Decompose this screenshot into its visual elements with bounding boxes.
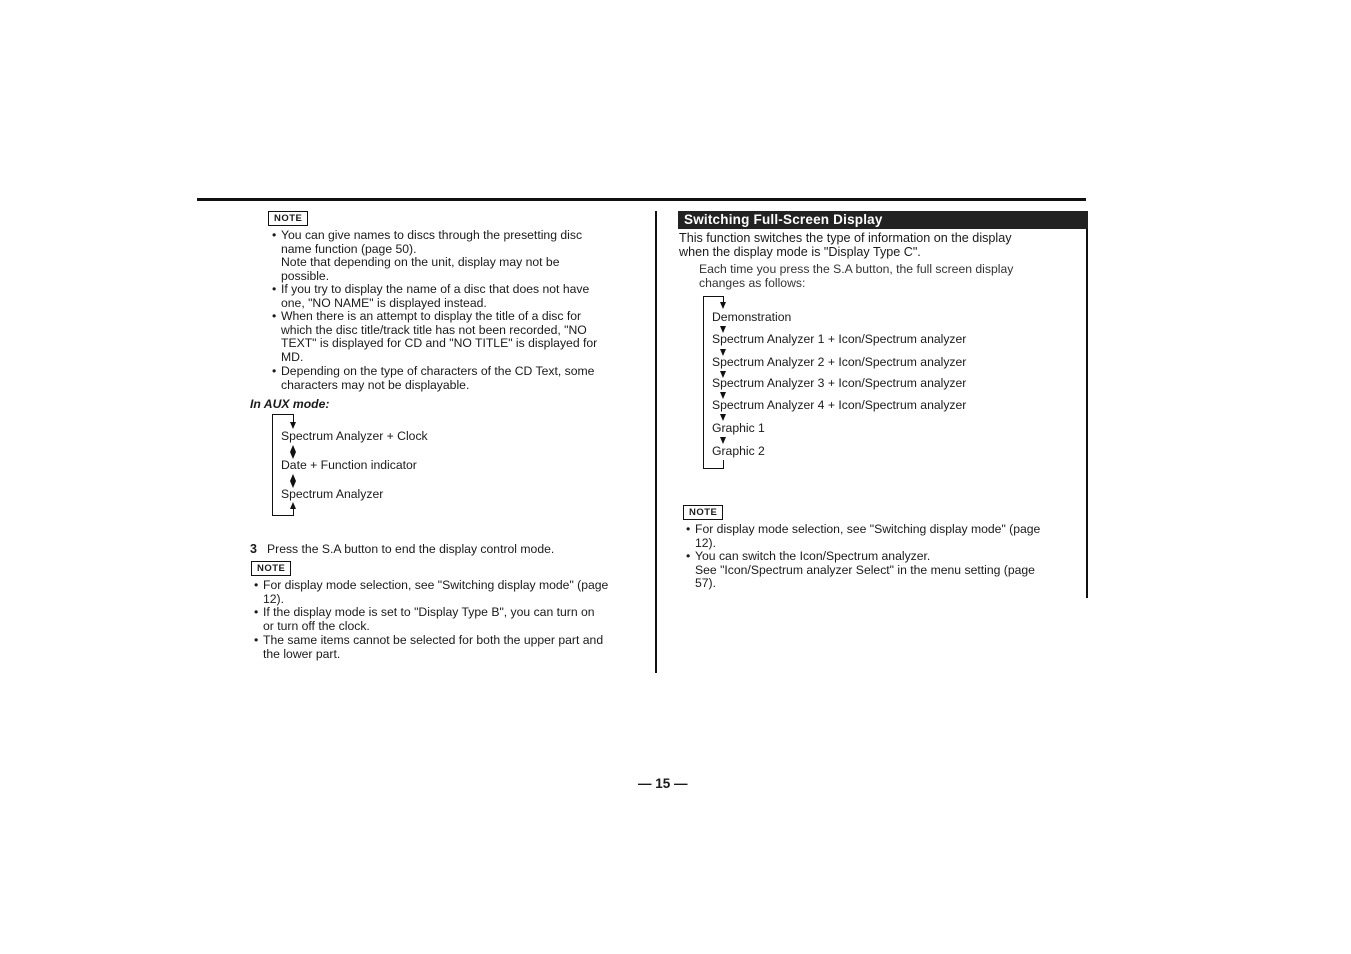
flow-loop-line bbox=[723, 460, 724, 469]
bullet-line: MD. bbox=[281, 349, 304, 364]
bullet-icon: • bbox=[272, 282, 277, 296]
note-badge: NOTE bbox=[251, 561, 291, 576]
bullet-icon: • bbox=[686, 522, 691, 536]
text-line: This function switches the type of information on the display bbox=[679, 231, 1012, 245]
bullet-line: 12). bbox=[695, 535, 717, 550]
bullet-line: or turn off the clock. bbox=[263, 618, 370, 633]
bullet-icon: • bbox=[272, 228, 277, 242]
bullet-item bbox=[686, 550, 1035, 591]
bullet-item bbox=[254, 579, 608, 606]
bullet-line: name function (page 50). bbox=[281, 241, 417, 256]
section-title: Switching Full-Screen Display bbox=[678, 211, 1088, 229]
bullet-line: which the disc title/track title has not been recorded, "NO bbox=[281, 322, 587, 337]
bullet-line: See "Icon/Spectrum analyzer Select" in the menu setting (page bbox=[695, 562, 1035, 577]
note-badge: NOTE bbox=[268, 211, 308, 226]
flow-item: Spectrum Analyzer 4 + Icon/Spectrum analyzer bbox=[712, 398, 967, 412]
right-column-border bbox=[1086, 229, 1088, 598]
bullet-line: If you try to display the name of a disc that does not have bbox=[281, 282, 590, 296]
flow-loop-line bbox=[272, 414, 293, 415]
bullet-line: possible. bbox=[281, 268, 330, 283]
flow-loop-line bbox=[272, 414, 273, 516]
bullet-line: one, "NO NAME" is displayed instead. bbox=[281, 295, 487, 310]
column-divider bbox=[655, 211, 657, 673]
bullet-line: If the display mode is set to "Display Type B", you can turn on bbox=[263, 605, 595, 619]
bullet-line: The same items cannot be selected for both the upper part and bbox=[263, 633, 604, 647]
note-badge: NOTE bbox=[683, 505, 723, 520]
bullet-item bbox=[272, 365, 594, 392]
intro-paragraph bbox=[679, 231, 1012, 259]
bullet-icon: • bbox=[272, 309, 277, 323]
bullet-icon: • bbox=[272, 364, 277, 378]
flow-loop-line bbox=[293, 509, 294, 516]
bullet-icon: • bbox=[254, 633, 259, 647]
bullet-line: characters may not be displayable. bbox=[281, 377, 470, 392]
step-text: Press the S.A button to end the display control mode. bbox=[267, 542, 555, 556]
bullet-line: Depending on the type of characters of the CD Text, some bbox=[281, 364, 595, 378]
bullet-line: You can switch the Icon/Spectrum analyzer. bbox=[695, 549, 931, 563]
text-line: changes as follows: bbox=[699, 275, 806, 290]
flow-item: Demonstration bbox=[712, 310, 792, 324]
bullet-line: 12). bbox=[263, 591, 285, 606]
flow-item: Graphic 2 bbox=[712, 444, 765, 458]
text-line: when the display mode is "Display Type C". bbox=[679, 245, 921, 259]
bullet-item bbox=[254, 634, 603, 661]
arrow-down-icon bbox=[720, 302, 726, 309]
bullet-line: TEXT" is displayed for CD and "NO TITLE" is displayed for bbox=[281, 336, 598, 351]
bullet-line: You can give names to discs through the presetting disc bbox=[281, 228, 583, 242]
text-line: Each time you press the S.A button, the full screen display bbox=[699, 262, 1014, 276]
flow-loop-line bbox=[703, 296, 724, 297]
top-rule bbox=[197, 198, 1086, 201]
bullet-line: Note that depending on the unit, display may not be bbox=[281, 255, 560, 270]
aux-flow-item: Date + Function indicator bbox=[281, 458, 417, 472]
aux-mode-heading: In AUX mode: bbox=[250, 397, 330, 411]
bullet-line: 57). bbox=[695, 576, 717, 591]
bullet-item bbox=[254, 606, 595, 633]
bullet-line: When there is an attempt to display the title of a disc for bbox=[281, 309, 582, 323]
arrow-down-icon bbox=[720, 437, 726, 444]
aux-flow-item: Spectrum Analyzer + Clock bbox=[281, 429, 428, 443]
bullet-item bbox=[272, 283, 589, 310]
flow-loop-line bbox=[293, 414, 294, 422]
bullet-line: For display mode selection, see "Switching display mode" (page bbox=[263, 578, 609, 592]
bullet-line: the lower part. bbox=[263, 646, 341, 661]
page-number: — 15 — bbox=[638, 776, 688, 791]
bullet-icon: • bbox=[686, 549, 691, 563]
arrow-up-icon bbox=[290, 502, 296, 509]
flow-item: Spectrum Analyzer 2 + Icon/Spectrum analyzer bbox=[712, 355, 967, 369]
arrow-up-icon bbox=[290, 474, 296, 481]
bullet-item bbox=[272, 229, 582, 283]
instruction-paragraph bbox=[699, 263, 1013, 290]
bullet-icon: • bbox=[254, 605, 259, 619]
step-number: 3 bbox=[250, 542, 257, 556]
aux-flow-item: Spectrum Analyzer bbox=[281, 487, 384, 501]
bullet-line: For display mode selection, see "Switching display mode" (page bbox=[695, 522, 1041, 536]
flow-item: Graphic 1 bbox=[712, 421, 765, 435]
flow-loop-line bbox=[703, 468, 724, 469]
arrow-down-icon bbox=[720, 414, 726, 421]
arrow-up-icon bbox=[290, 445, 296, 452]
arrow-down-icon bbox=[290, 422, 296, 429]
bullet-icon: • bbox=[254, 578, 259, 592]
flow-loop-line bbox=[703, 296, 704, 469]
flow-loop-line bbox=[272, 515, 293, 516]
bullet-item bbox=[686, 523, 1040, 550]
bullet-item bbox=[272, 310, 597, 364]
flow-item: Spectrum Analyzer 1 + Icon/Spectrum analyzer bbox=[712, 332, 967, 346]
flow-item: Spectrum Analyzer 3 + Icon/Spectrum analyzer bbox=[712, 376, 967, 390]
